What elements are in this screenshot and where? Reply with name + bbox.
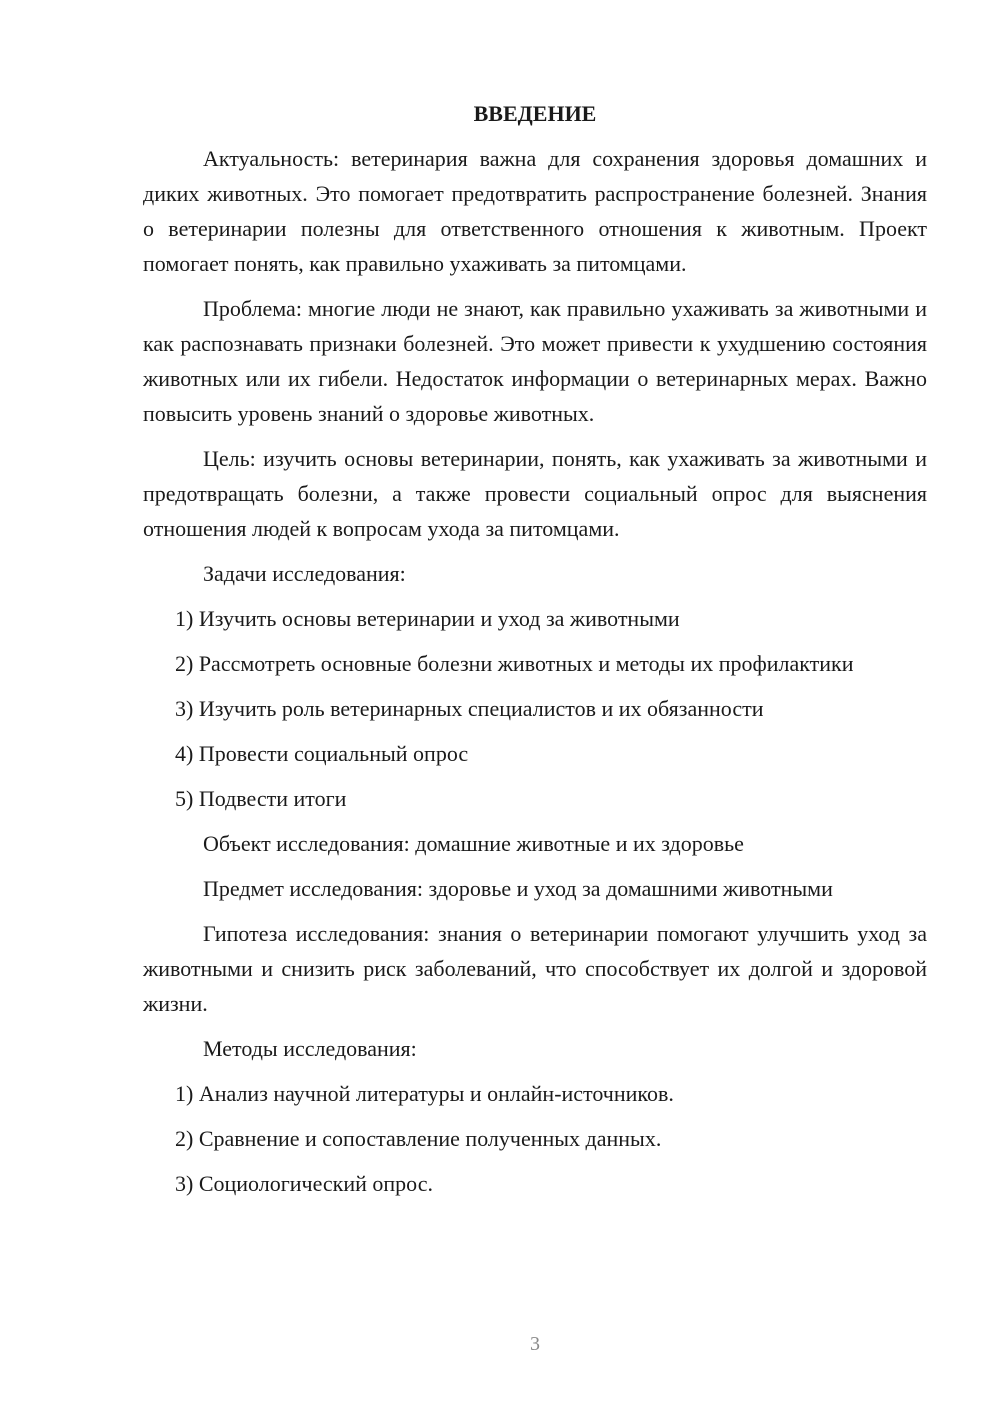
page-content bbox=[143, 96, 927, 1211]
section-title: ВВЕДЕНИЕ bbox=[473, 101, 597, 126]
task-item-3: 3) Изучить роль ветеринарных специалистов и их обязанности bbox=[175, 696, 764, 721]
tasks-heading: Задачи исследования: bbox=[203, 561, 406, 586]
page-number: 3 bbox=[530, 1333, 540, 1355]
research-hypothesis: Гипотеза исследования: знания о ветеринарии помогают улучшить уход за животными и снизить риск заболеваний, что способствует их долгой и здоровой жизни. bbox=[143, 921, 927, 1016]
methods-heading: Методы исследования: bbox=[203, 1036, 417, 1061]
goal-paragraph: Цель: изучить основы ветеринарии, понять, как ухаживать за животными и предотвращать болезни, а также провести социальный опрос для выяснения отношения людей к вопросам ухода за питомцами. bbox=[143, 446, 927, 541]
relevance-paragraph: Актуальность: ветеринария важна для сохранения здоровья домашних и диких животных. Это помогает предотвратить распространение болезней. Знания о ветеринарии полезны для ответственного отношения к животным. Проект помогает понять, как правильно ухаживать за питомцами. bbox=[143, 146, 927, 276]
task-item-2: 2) Рассмотреть основные болезни животных и методы их профилактики bbox=[175, 651, 854, 676]
method-item-2: 2) Сравнение и сопоставление полученных данных. bbox=[175, 1126, 662, 1151]
task-item-5: 5) Подвести итоги bbox=[175, 786, 347, 811]
task-item-4: 4) Провести социальный опрос bbox=[175, 741, 469, 766]
task-item-1: 1) Изучить основы ветеринарии и уход за животными bbox=[175, 606, 680, 631]
research-object: Объект исследования: домашние животные и их здоровье bbox=[203, 831, 744, 856]
method-item-3: 3) Социологический опрос. bbox=[175, 1171, 433, 1196]
method-item-1: 1) Анализ научной литературы и онлайн-источников. bbox=[175, 1081, 674, 1106]
research-subject: Предмет исследования: здоровье и уход за домашними животными bbox=[203, 876, 833, 901]
problem-paragraph: Проблема: многие люди не знают, как правильно ухаживать за животными и как распознавать признаки болезней. Это может привести к ухудшению состояния животных или их гибели. Недостаток информации о ветеринарных мерах. Важно повысить уровень знаний о здоровье животных. bbox=[143, 296, 927, 426]
